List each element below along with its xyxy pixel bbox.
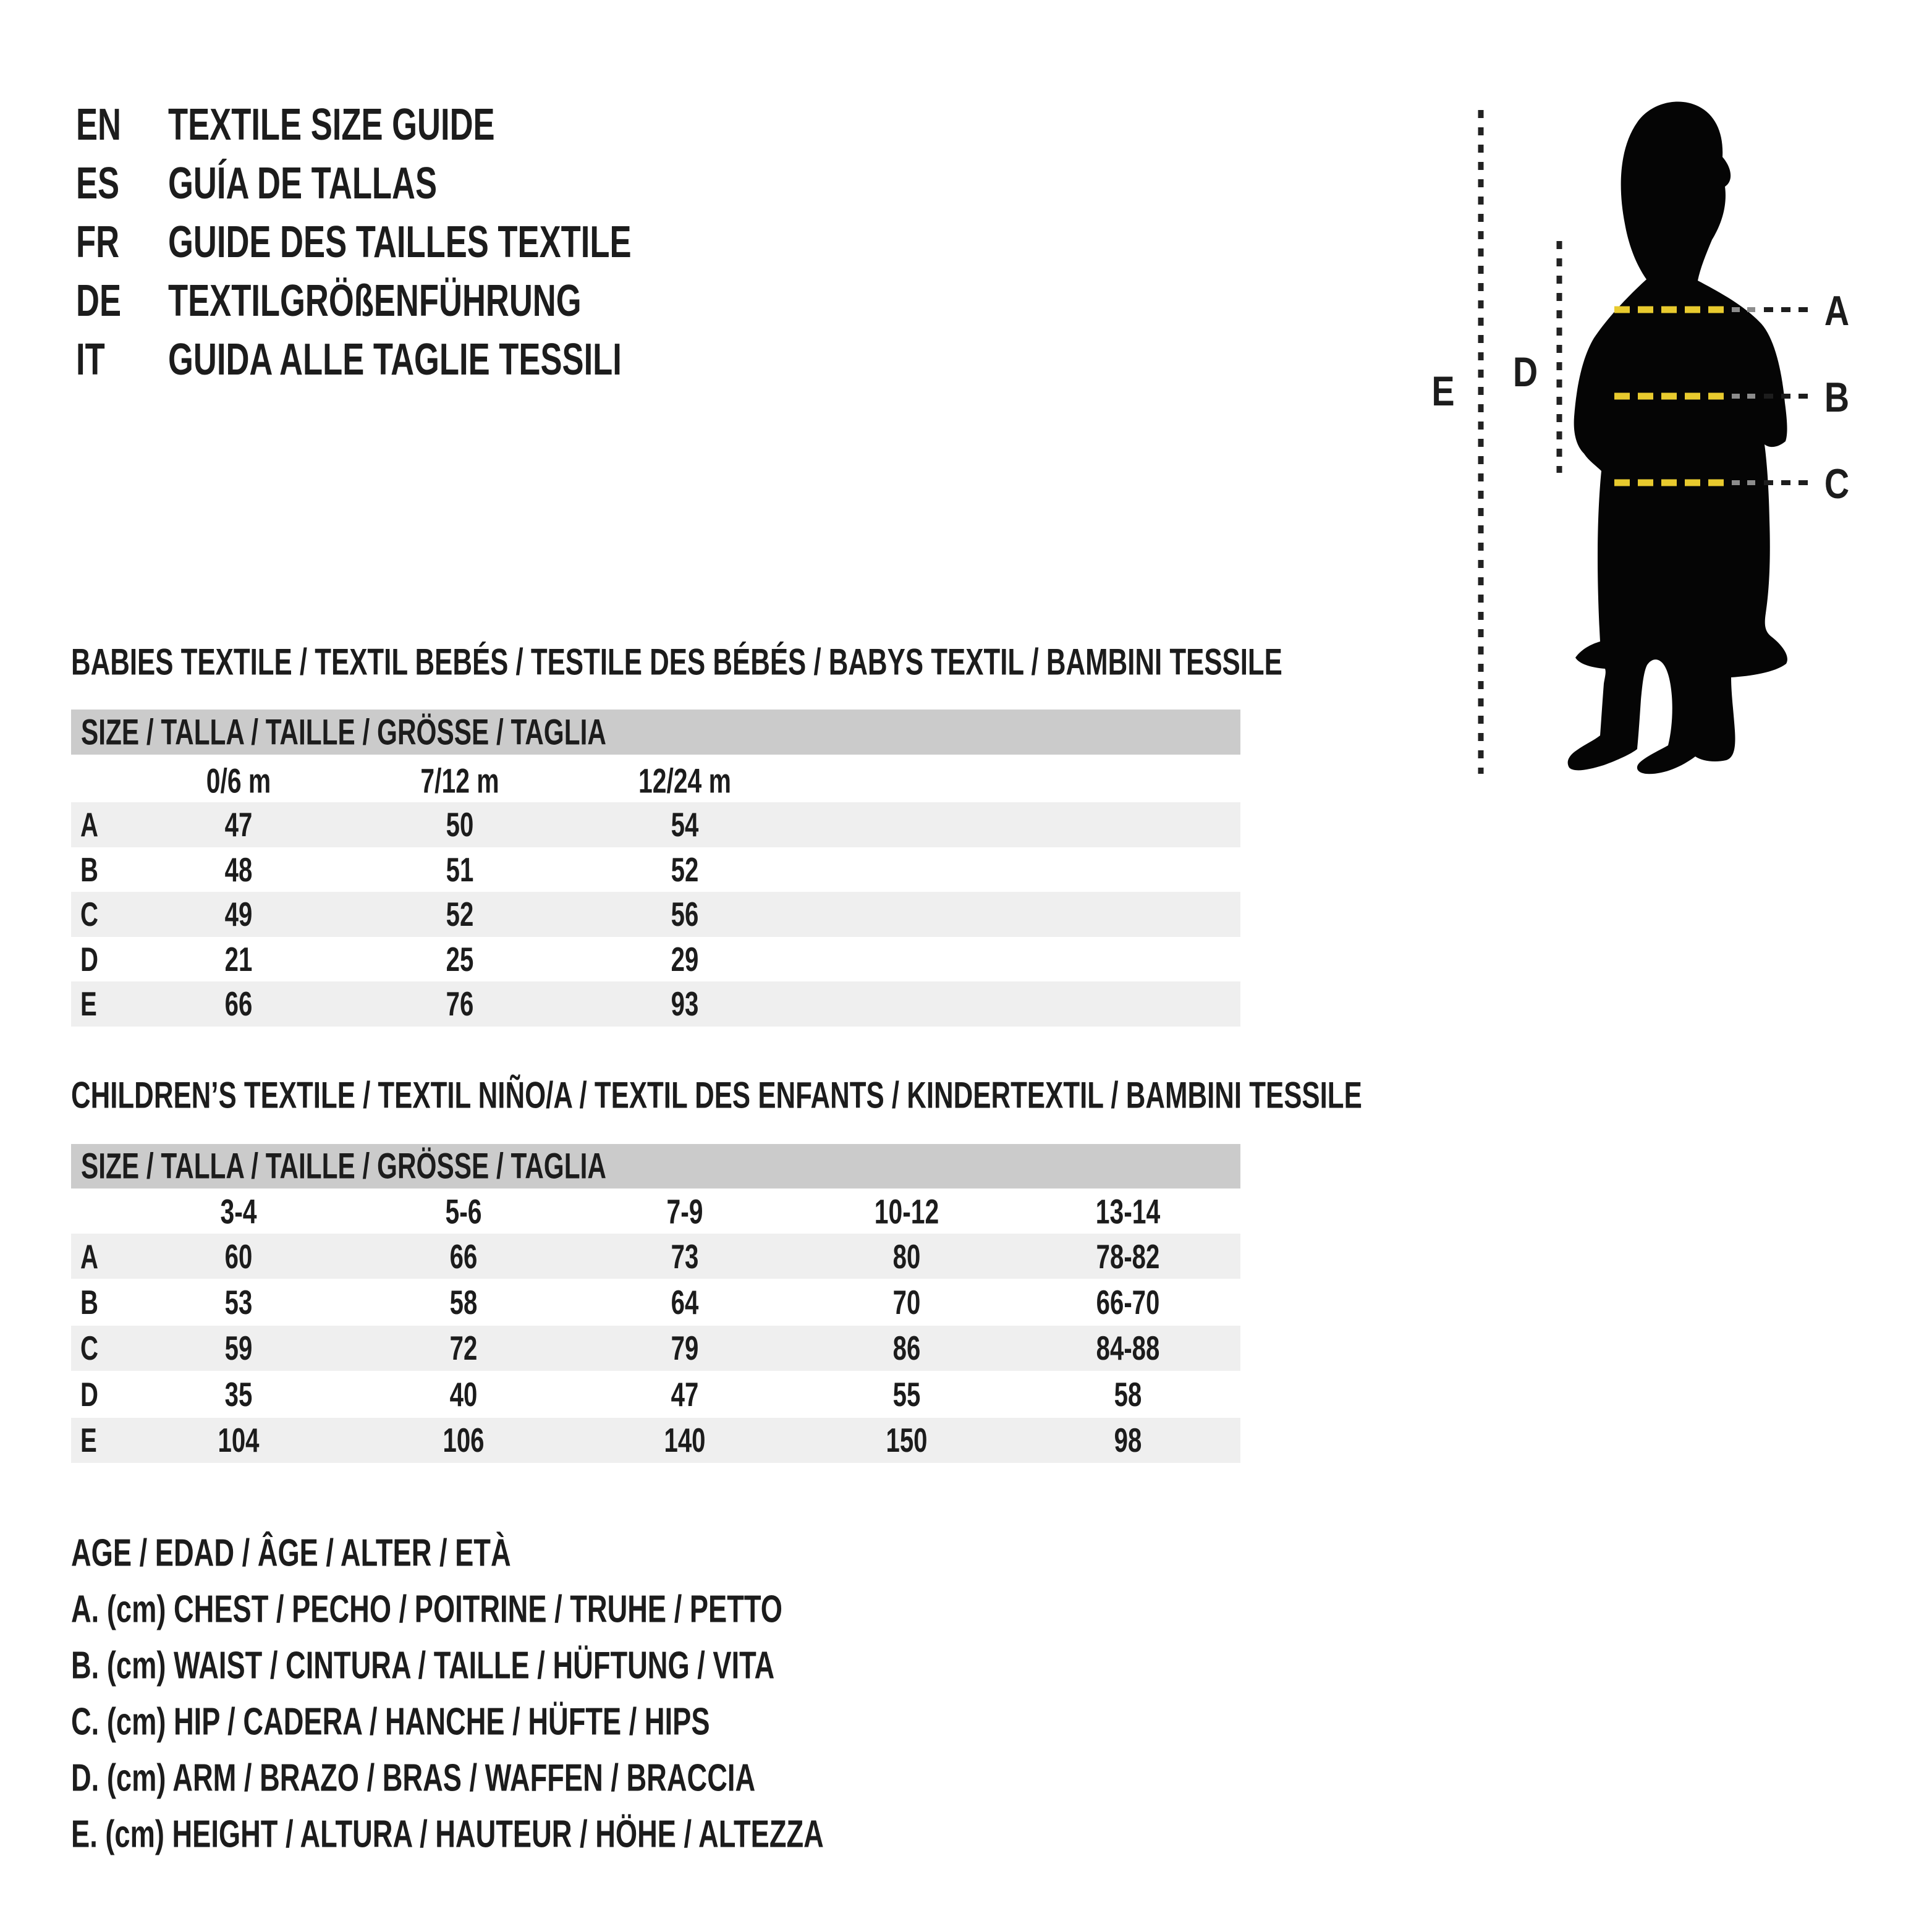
legend-text: E. (cm) HEIGHT / ALTURA / HAUTEUR / HÖHE / ALTEZZA bbox=[71, 1813, 824, 1856]
cell-text: 86 bbox=[892, 1329, 921, 1367]
figure-label-waist-b bbox=[1824, 374, 1867, 446]
legend-text: D. (cm) ARM / BRAZO / BRAS / WAFFEN / BRACCIA bbox=[71, 1756, 756, 1800]
cell-text: 66-70 bbox=[1096, 1283, 1160, 1321]
language-code-text: FR bbox=[76, 218, 120, 267]
cell-text: 52 bbox=[446, 895, 474, 933]
language-code-text: DE bbox=[76, 276, 122, 326]
figure-label-text: B bbox=[1824, 374, 1850, 421]
cell-text: 54 bbox=[671, 805, 699, 844]
cell-text: 140 bbox=[664, 1421, 706, 1459]
cell-text: 79 bbox=[671, 1329, 699, 1367]
table-cell bbox=[446, 985, 498, 1043]
guide-title-text: GUIDE DES TAILLES TEXTILE bbox=[168, 218, 632, 267]
cell-text: 25 bbox=[446, 940, 474, 978]
cell-text: 66 bbox=[449, 1237, 478, 1276]
column-header-text: 7-9 bbox=[666, 1192, 703, 1231]
figure-label-height-e bbox=[1431, 368, 1471, 439]
figure-label-chest-a bbox=[1824, 287, 1867, 359]
column-header-text: 3-4 bbox=[220, 1192, 257, 1231]
guide-title-text: GUÍA DE TALLAS bbox=[168, 159, 438, 208]
table-cell bbox=[664, 1421, 742, 1480]
cell-text: 72 bbox=[449, 1329, 478, 1367]
cell-text: 78-82 bbox=[1096, 1237, 1160, 1276]
column-header-text: 12/24 m bbox=[638, 761, 732, 800]
language-code-text: ES bbox=[76, 159, 120, 208]
cell-text: 70 bbox=[892, 1283, 921, 1321]
cell-text: 21 bbox=[224, 940, 253, 978]
cell-text: 150 bbox=[886, 1421, 928, 1459]
column-header-text: 13-14 bbox=[1095, 1192, 1161, 1231]
cell-text: 40 bbox=[449, 1375, 478, 1413]
cell-text: 106 bbox=[443, 1421, 485, 1459]
cell-text: 58 bbox=[1114, 1375, 1142, 1413]
row-label-text: B bbox=[80, 850, 99, 889]
size-header-text: SIZE / TALLA / TAILLE / GRÖSSE / TAGLIA bbox=[81, 712, 606, 753]
row-label-text: A bbox=[80, 805, 99, 844]
cell-text: 58 bbox=[449, 1283, 478, 1321]
cell-text: 29 bbox=[671, 940, 699, 978]
language-code-text: EN bbox=[76, 100, 122, 150]
guide-title-text: TEXTILGRÖßENFÜHRUNG bbox=[168, 276, 582, 326]
cell-text: 35 bbox=[224, 1375, 253, 1413]
figure-label-text: E bbox=[1431, 368, 1455, 415]
table-cell bbox=[224, 985, 276, 1043]
figure-label-arm-d bbox=[1512, 349, 1556, 420]
cell-text: 48 bbox=[224, 850, 253, 889]
row-label-text: C bbox=[80, 895, 99, 933]
row-label-text: E bbox=[80, 985, 97, 1023]
table-cell bbox=[886, 1421, 964, 1480]
cell-text: 53 bbox=[224, 1283, 253, 1321]
column-header-text: 0/6 m bbox=[206, 761, 271, 800]
table-cell bbox=[671, 985, 722, 1043]
figure-label-hip-c bbox=[1824, 460, 1867, 532]
table-cell bbox=[218, 1421, 295, 1480]
legend-text: AGE / EDAD / ÂGE / ALTER / ETÀ bbox=[71, 1532, 511, 1575]
cell-text: 47 bbox=[671, 1375, 699, 1413]
size-header-text: SIZE / TALLA / TAILLE / GRÖSSE / TAGLIA bbox=[81, 1146, 606, 1187]
cell-text: 84-88 bbox=[1096, 1329, 1160, 1367]
table-cell bbox=[1114, 1421, 1166, 1480]
cell-text: 80 bbox=[892, 1237, 921, 1276]
cell-text: 98 bbox=[1114, 1421, 1142, 1459]
table-cell bbox=[443, 1421, 520, 1480]
cell-text: 50 bbox=[446, 805, 474, 844]
legend-text: C. (cm) HIP / CADERA / HANCHE / HÜFTE / HIPS bbox=[71, 1700, 710, 1743]
legend-text: B. (cm) WAIST / CINTURA / TAILLE / HÜFTUNG / VITA bbox=[71, 1644, 775, 1687]
cell-text: 60 bbox=[224, 1237, 253, 1276]
row-label-text: E bbox=[80, 1421, 97, 1459]
children-section-title bbox=[71, 1074, 1839, 1138]
cell-text: 59 bbox=[224, 1329, 253, 1367]
cell-text: 52 bbox=[671, 850, 699, 889]
figure-label-text: C bbox=[1824, 460, 1850, 507]
children-size-header-bar bbox=[71, 1144, 1240, 1188]
children-row-label bbox=[80, 1421, 103, 1480]
language-code-it bbox=[76, 335, 116, 410]
row-label-text: D bbox=[80, 1375, 99, 1413]
section-title-text: BABIES TEXTILE / TEXTIL BEBÉS / TESTILE DES BÉBÉS / BABYS TEXTIL / BAMBINI TESSILE bbox=[71, 641, 1282, 683]
cell-text: 47 bbox=[224, 805, 253, 844]
cell-text: 76 bbox=[446, 985, 474, 1023]
column-header-text: 10-12 bbox=[874, 1192, 939, 1231]
cell-text: 104 bbox=[218, 1421, 260, 1459]
legend-text: A. (cm) CHEST / PECHO / POITRINE / TRUHE / PETTO bbox=[71, 1588, 782, 1631]
row-label-text: A bbox=[80, 1237, 99, 1276]
language-code-text: IT bbox=[76, 335, 105, 384]
guide-title-it bbox=[168, 335, 789, 410]
babies-row-label bbox=[80, 985, 103, 1043]
section-title-text: CHILDREN’S TEXTILE / TEXTIL NIÑO/A / TEXTIL DES ENFANTS / KINDERTEXTIL / BAMBINI TESSILE bbox=[71, 1074, 1362, 1116]
cell-text: 49 bbox=[224, 895, 253, 933]
guide-title-text: GUIDA ALLE TAGLIE TESSILI bbox=[168, 335, 622, 384]
cell-text: 66 bbox=[224, 985, 253, 1023]
babies-section-title bbox=[71, 641, 1731, 705]
cell-text: 64 bbox=[671, 1283, 699, 1321]
cell-text: 93 bbox=[671, 985, 699, 1023]
cell-text: 73 bbox=[671, 1237, 699, 1276]
legend-line-height bbox=[71, 1813, 1102, 1878]
cell-text: 56 bbox=[671, 895, 699, 933]
column-header-text: 5-6 bbox=[445, 1192, 482, 1231]
figure-label-text: A bbox=[1824, 287, 1850, 334]
babies-size-header-bar bbox=[71, 710, 1240, 755]
row-label-text: D bbox=[80, 940, 99, 978]
figure-label-text: D bbox=[1512, 349, 1538, 396]
row-label-text: B bbox=[80, 1283, 99, 1321]
guide-title-text: TEXTILE SIZE GUIDE bbox=[168, 100, 495, 150]
cell-text: 55 bbox=[892, 1375, 921, 1413]
row-label-text: C bbox=[80, 1329, 99, 1367]
column-header-text: 7/12 m bbox=[420, 761, 499, 800]
cell-text: 51 bbox=[446, 850, 474, 889]
